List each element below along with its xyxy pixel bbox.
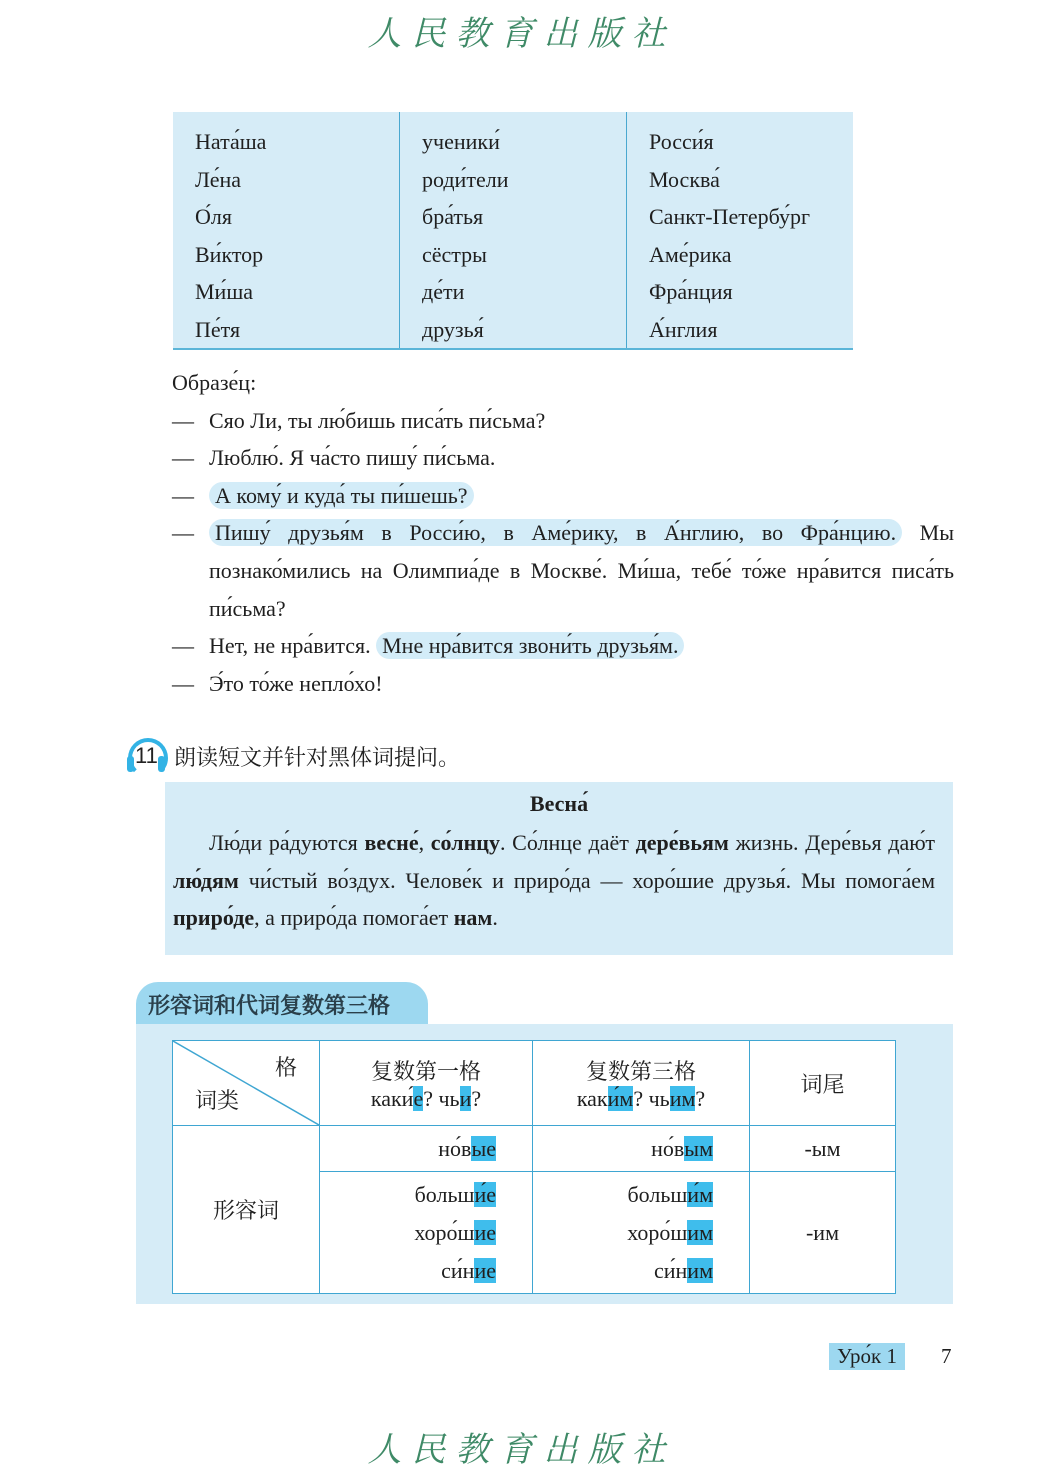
word: Санкт-Петербу́рг	[649, 204, 810, 230]
word-table	[173, 112, 853, 350]
highlighted-phrase: Пишу́ друзья́м в Росси́ю, в Аме́рику, в А́нглию, во Фра́нцию.	[209, 519, 902, 546]
word: Росси́я	[649, 129, 714, 154]
publisher-logo: 人民教育出版社	[367, 1430, 676, 1470]
text-body	[165, 824, 953, 937]
word: А́нглия	[649, 316, 718, 342]
dash: —	[172, 633, 194, 659]
corner-case-label: 格	[274, 1056, 297, 1081]
word: Москва́	[649, 166, 720, 192]
word-column-people	[399, 112, 626, 348]
col-title: 复数第三格	[585, 1059, 696, 1085]
row-label: 形容词	[173, 1126, 320, 1294]
dative-cell: больши́м хоро́шим си́ним	[533, 1172, 750, 1294]
dialog-line	[172, 514, 954, 627]
col-question: каки́м? чьим?	[576, 1085, 706, 1111]
word: де́ти	[422, 279, 465, 305]
dialog-line	[172, 402, 954, 440]
word: Ви́ктор	[195, 241, 264, 267]
highlighted-phrase: Мне нра́вится звони́ть друзья́м.	[376, 632, 684, 659]
word: Аме́рика	[649, 241, 732, 267]
dialog-line	[172, 477, 954, 515]
dialog-text	[209, 627, 954, 665]
reading-text-box	[165, 782, 953, 955]
text-run: ,	[418, 830, 431, 855]
dash: —	[172, 520, 194, 546]
word-column-places	[626, 112, 853, 348]
nominative-cell: но́вые	[320, 1126, 533, 1172]
word-column-names	[173, 112, 399, 348]
headphones-icon[interactable]	[126, 736, 166, 776]
ending-cell: -им	[750, 1172, 896, 1294]
dialog-text: Сяо Ли, ты лю́бишь писа́ть пи́сьма?	[209, 407, 546, 433]
text-run: жизнь. Дере́вья даю́т	[728, 830, 935, 855]
highlighted-phrase: А кому́ и куда́ ты пи́шешь?	[209, 482, 474, 509]
col-title: 复数第一格	[370, 1059, 481, 1085]
dialog-text	[209, 514, 954, 627]
bold-word: дере́вьям	[635, 830, 729, 855]
page-number: 7	[940, 1344, 952, 1368]
word: друзья́	[422, 316, 484, 342]
word: Ми́ша	[195, 279, 254, 305]
word: Фра́нция	[649, 279, 733, 305]
word: Ле́на	[195, 166, 242, 192]
page-footer	[829, 1343, 951, 1370]
col-question: каки́е? чьи?	[370, 1085, 482, 1111]
bold-word: лю́дям	[173, 867, 239, 893]
word: Ната́ша	[195, 129, 267, 154]
dative-cell: но́вым	[533, 1126, 750, 1172]
word: О́ля	[195, 204, 232, 230]
text-run: . Со́лнце даёт	[499, 830, 636, 855]
text-run: , а приро́да помога́ет	[254, 905, 454, 931]
dialog-line	[172, 665, 954, 703]
text-run: чи́стый во́здух. Челове́к и приро́да — хоро́шие друзья́. Мы помога́ем	[238, 867, 935, 893]
lesson-label: Уро́к 1	[829, 1343, 905, 1370]
exercise-number: 11	[135, 743, 158, 768]
dialog-line	[172, 627, 954, 665]
word: бра́тья	[422, 204, 484, 230]
sample-dialog	[172, 364, 954, 702]
dash: —	[172, 445, 194, 471]
text-run: Лю́ди ра́дуются	[209, 830, 365, 855]
exercise-instruction: 朗读短文并针对黑体词提问。	[174, 745, 461, 771]
dash: —	[172, 407, 194, 433]
word: ученики́	[422, 129, 500, 154]
word: сёстры	[422, 241, 487, 267]
col-ending-header: 词尾	[750, 1041, 896, 1126]
grammar-table	[172, 1040, 896, 1294]
grammar-tab-title: 形容词和代词复数第三格	[136, 982, 428, 1026]
dash: —	[172, 482, 194, 508]
nominative-cell: больши́е хоро́шие си́ние	[320, 1172, 533, 1294]
exercise-header	[126, 734, 460, 778]
dialog-continuation: Мы познако́мились на Олимпиа́де в Москве́. Ми́ша, тебе́ то́же нра́вится писа́ть пи́сьма?	[209, 520, 955, 621]
word: Пе́тя	[195, 316, 241, 342]
dialog-plain: Нет, не нра́вится.	[209, 633, 377, 659]
publisher-logo: 人民教育出版社	[367, 14, 676, 54]
sample-label: Образе́ц:	[172, 370, 257, 395]
bold-word: весне́	[364, 830, 419, 855]
col-nominative-header	[320, 1041, 533, 1126]
dash: —	[172, 670, 194, 696]
dialog-text: Люблю́. Я ча́сто пишу́ пи́сьма.	[209, 445, 496, 471]
bold-word: нам	[453, 905, 493, 931]
text-title: Весна́	[529, 791, 589, 816]
ending-cell: -ым	[750, 1126, 896, 1172]
dialog-text	[209, 477, 954, 515]
bold-word: со́лнцу	[430, 830, 500, 855]
text-run: .	[492, 905, 498, 931]
corner-class-label: 词类	[195, 1089, 240, 1114]
corner-cell	[173, 1041, 320, 1126]
word: роди́тели	[422, 166, 509, 192]
bold-word: приро́де	[173, 905, 255, 931]
dialog-line	[172, 439, 954, 477]
dialog-text: Э́то то́же непло́хо!	[209, 670, 383, 696]
col-dative-header	[533, 1041, 750, 1126]
